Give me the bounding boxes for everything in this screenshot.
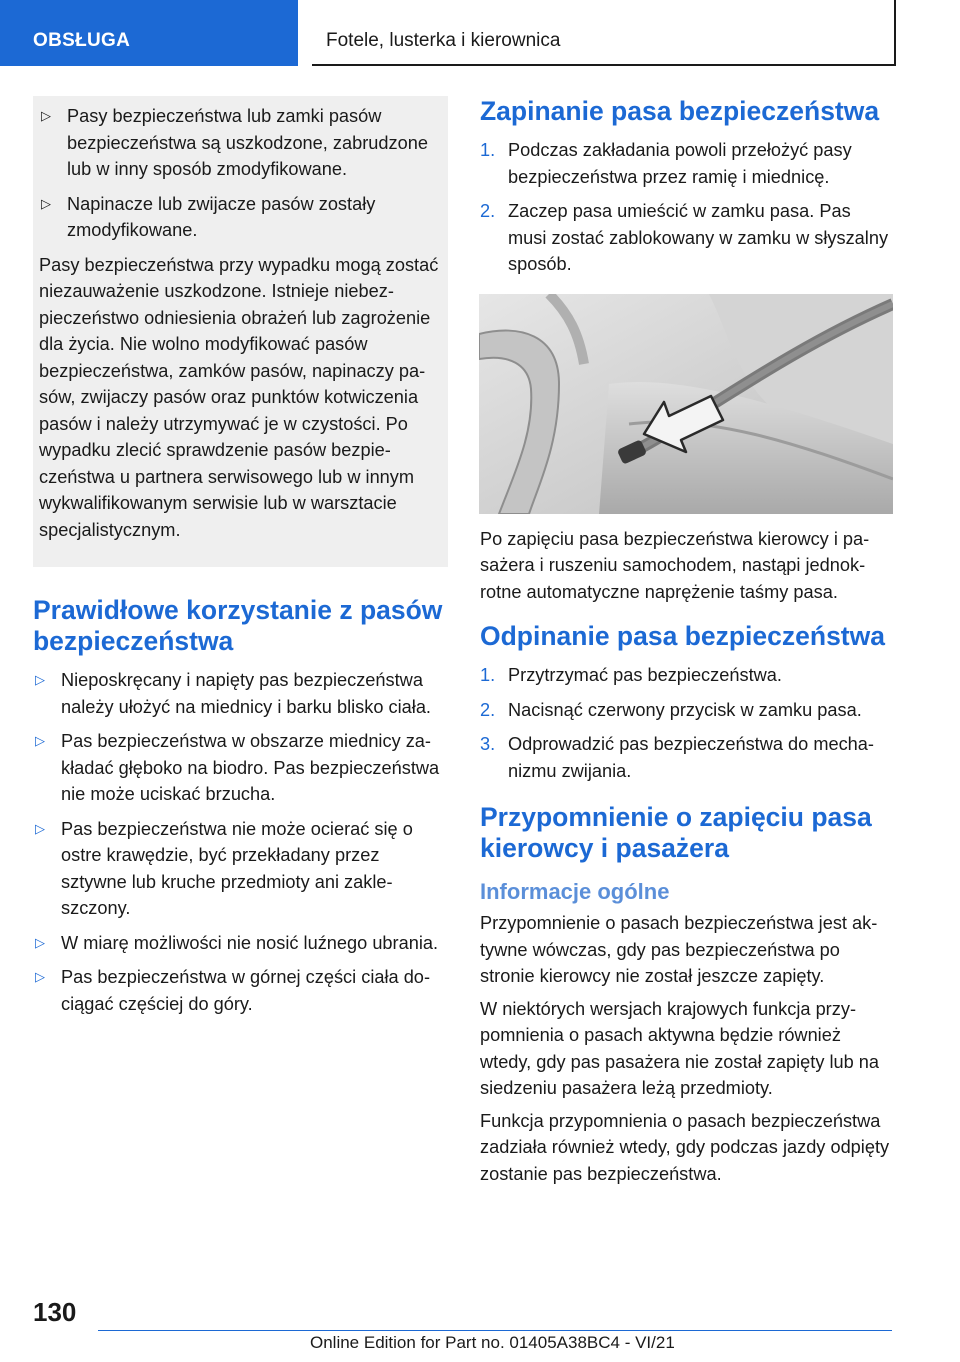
seatbelt-buckle-illustration	[479, 294, 893, 514]
list-item: 3. Odprowadzić pas bezpieczeństwa do mechanizmu zwijania.	[480, 734, 874, 781]
general-paragraph-2: W niektórych wersjach krajowych funkcja przypomnienia o pasach aktywna będzie również wtedy, gdy pas pasażera nie został zapięty lub na siedzeniu pasażera leżą przedmioty.	[480, 998, 880, 1098]
warning-list	[39, 103, 444, 244]
unfasten-heading: Odpinanie pasa bezpieczeństwa	[480, 621, 885, 651]
bullet-triangle-icon: ▷	[35, 733, 45, 748]
general-paragraph-1: Przypomnienie o pasach bezpieczeństwa jest aktywne wówczas, gdy pas bezpieczeństwa po stronie kierowcy nie został jeszcze zapięty.	[480, 913, 878, 986]
bullet-triangle-icon: ▷	[35, 820, 45, 836]
warning-paragraph: Pasy bezpieczeństwa przy wypadku mogą zostać niezauważenie uszkodzone. Istnieje niebezpieczeństwo odniesienia obrażeń lub zagrożenie dla życia. Nie wolno modyfikować pasów bezpieczeństwa, zamków pasów, napinaczy pasów, zwijaczy pasów oraz punktów kotwiczenia pasów i należy utrzymywać je w czystości. Po wypadku zlecić sprawdzenie pasów bezpieczeństwa u partnera serwisowego lub w innym wykwalifikowanym serwisie lub w warsztacie specjalistycznym.	[39, 254, 439, 540]
list-item: ▷ Pasy bezpieczeństwa lub zamki pasów bezpieczeństwa są uszkodzone, zabrudzone lub w inny sposób zmodyfikowane.	[39, 103, 444, 183]
usage-heading: Prawidłowe korzystanie z pasów bezpieczeństwa	[33, 595, 443, 656]
list-item: ▷ Nieposkręcany i napięty pas bezpieczeństwa należy ułożyć na miednicy i barku blisko ciała.	[33, 667, 448, 720]
page-number: 130	[33, 1297, 77, 1327]
list-item: 2. Nacisnąć czerwony przycisk w zamku pasa.	[480, 699, 862, 720]
general-paragraph-3: Funkcja przypomnienia o pasach bezpieczeństwa zadziała również wtedy, gdy podczas jazdy odpięty zostanie pas bezpieczeństwa.	[480, 1110, 890, 1184]
edition-note: Online Edition for Part no. 01405A38BC4 - VI/21	[310, 1333, 675, 1352]
list-item: 1. Przytrzymać pas bezpieczeństwa.	[480, 665, 782, 685]
right-column	[480, 96, 892, 1187]
bullet-triangle-icon: ▷	[41, 108, 51, 123]
list-item: ▷ Pas bezpieczeństwa nie może ocierać się o ostre krawędzie, być przekładany przez sztywne lub kruche przedmioty ani zakleszczony.	[33, 816, 448, 922]
list-item: ▷ Pas bezpieczeństwa w obszarze miednicy zakładać głęboko na biodro. Pas bezpieczeństwa nie może uciskać brzucha.	[33, 728, 448, 808]
bullet-triangle-icon: ▷	[41, 195, 51, 211]
general-subheading: Informacje ogólne	[480, 879, 670, 904]
list-item: ▷ Napinacze lub zwijacze pasów zostały zmodyfikowane.	[39, 191, 444, 244]
warning-box	[33, 96, 448, 567]
list-item: 2. Zaczep pasa umieścić w zamku pasa. Pas musi zostać zablokowany w zamku w słyszalny sposób.	[480, 201, 889, 274]
left-column	[33, 96, 448, 1025]
after-fasten-paragraph: Po zapięciu pasa bezpieczeństwa kierowcy i pasażera i ruszeniu samochodem, nastąpi jednokrotne automatyczne naprężenie taśmy pasa.	[480, 528, 870, 602]
bullet-triangle-icon: ▷	[35, 969, 45, 984]
list-item: 1. Podczas zakładania powoli przełożyć pasy bezpieczeństwa przez ramię i miednicę.	[480, 140, 852, 187]
chapter-title: Fotele, lusterka i kierownica	[326, 30, 561, 51]
section-tab	[0, 0, 298, 66]
list-item: ▷ W miarę możliwości nie nosić luźnego ubrania.	[33, 930, 448, 957]
fasten-steps	[480, 137, 892, 278]
footer-divider	[98, 1330, 892, 1331]
reminder-heading: Przypomnienie o zapięciu pasa kierowcy i pasażera	[480, 802, 872, 863]
section-label: OBSŁUGA	[33, 30, 131, 51]
chapter-header	[312, 0, 896, 66]
bullet-triangle-icon: ▷	[35, 672, 45, 687]
bullet-triangle-icon: ▷	[35, 934, 45, 950]
seat-illustration-icon	[479, 294, 893, 514]
fasten-heading: Zapinanie pasa bezpieczeństwa	[480, 96, 880, 126]
unfasten-steps	[480, 662, 892, 784]
usage-list	[33, 667, 448, 1017]
list-item: ▷ Pas bezpieczeństwa w górnej części ciała dociągać częściej do góry.	[33, 964, 448, 1017]
